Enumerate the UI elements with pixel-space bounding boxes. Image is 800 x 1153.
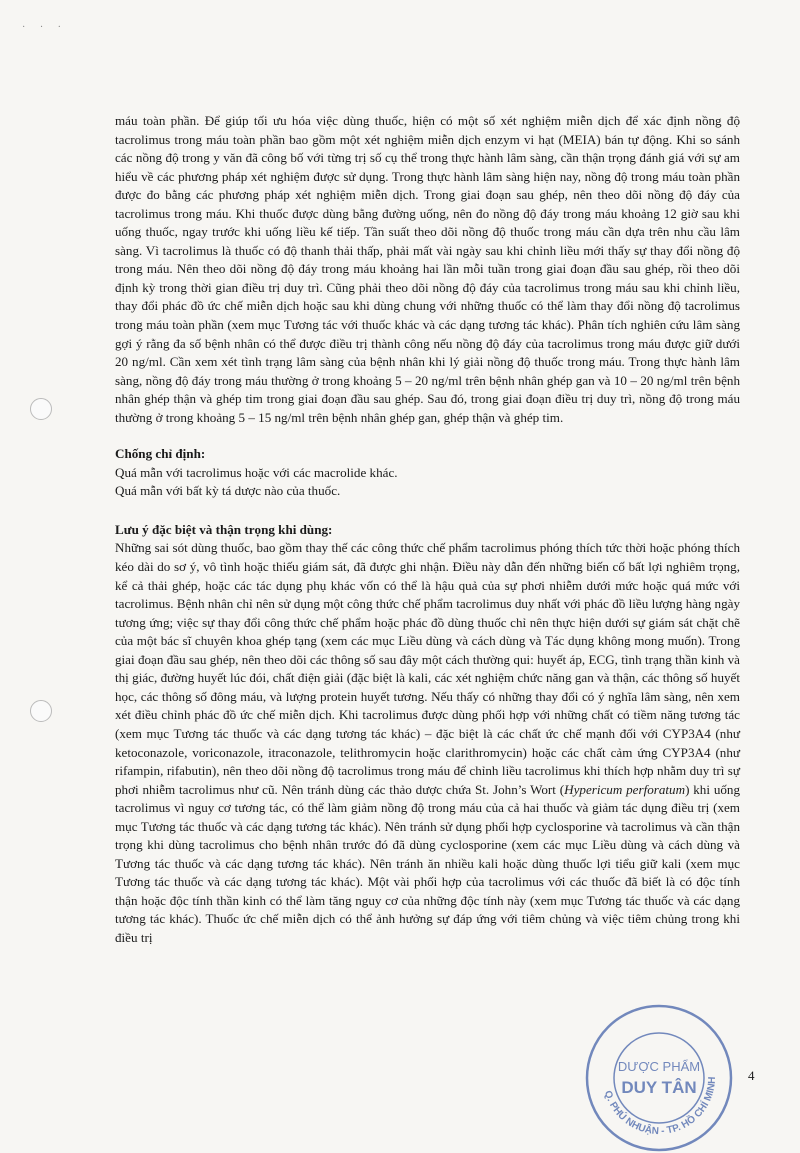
precautions-text: Những sai sót dùng thuốc, bao gồm thay thế các công thức chế phẩm tacrolimus phóng thích tức thời hoặc phóng thích kéo dài do sơ ý, vô tình hoặc thiếu giám sát, đã được ghi nhận. Điều này dẫn đến những biến cố bất lợi nghiêm trọng, kể cả thải ghép, hoặc các tác dụng phụ khác vốn có thể là hậu quả của sự phơi nhiễm dưới mức hoặc quá mức với tacrolimus. Bệnh nhân chỉ nên sử dụng một công thức chế phẩm tacrolimus duy nhất với phác đồ liều lượng hàng ngày tương ứng; việc sự thay đổi công thức chế phẩm hoặc phác đồ dùng thuốc chỉ nên thực hiện dưới sự giám sát chặt chẽ của một bác sĩ chuyên khoa ghép tạng (xem các mục Liều dùng và cách dùng và Tác dụng không mong muốn). Trong giai đoạn đầu sau ghép, nên theo dõi các thông số sau đây một cách thường qui: huyết áp, ECG, tình trạng thần kinh và thị giác, đường huyết lúc đói, chất điện giải (đặc biệt là kali, các xét nghiệm chức năng gan và thận, các thông số huyết học, các thông số đông máu, và lượng protein huyết tương. Nếu thấy có những thay đổi có ý nghĩa lâm sàng, nên xem xét điều chỉnh phác đồ ức chế miễn dịch. Khi tacrolimus được dùng phối hợp với những chất có tiềm năng tương tác (xem mục Tương tác thuốc và các dạng tương tác khác) – đặc biệt là các chất ức chế mạnh đối với CYP3A4 (như ketoconazole, voriconazole, itraconazole, telithromycin hoặc clarithromycin) hoặc các chất cảm ứng CYP3A4 (như rifampin, rifabutin), nên theo dõi nồng độ tacrolimus trong máu để chỉnh liều tacrolimus khi thích hợp nhằm duy trì sự phơi nhiễm tacrolimus như cũ. Nên tránh dùng các thảo dược chứa St. John’s Wort ( [115, 540, 740, 797]
contraindications-heading: Chống chỉ định: [115, 446, 206, 462]
contraindication-item: Quá mẫn với bất kỳ tá dược nào của thuốc. [115, 483, 341, 499]
stamp-line-2: DUY TÂN [621, 1078, 697, 1097]
stamp-line-1: DƯỢC PHẨM [617, 1059, 701, 1074]
company-stamp [584, 1003, 734, 1153]
precautions-italic-term: Hypericum perforatum [564, 781, 686, 797]
scan-marks: · · · [22, 22, 67, 33]
contraindication-item: Quá mẫn với tacrolimus hoặc với các macrolide khác. [115, 464, 398, 480]
precautions-heading: Lưu ý đặc biệt và thận trọng khi dùng: [115, 521, 333, 537]
document-body [115, 112, 740, 948]
precautions-paragraph [115, 539, 740, 947]
punch-hole [30, 700, 52, 722]
page-number: 4 [748, 1068, 755, 1083]
punch-hole [30, 398, 52, 420]
precautions-text-continued: ) khi uống tacrolimus vì nguy cơ tương tác, có thể làm giảm nồng độ trong máu của cả hai thuốc và giảm tác dụng điều trị (xem mục Tương tác thuốc và các dạng tương tác khác). Nên tránh sử dụng phối hợp cyclosporine và tacrolimus và cần thận trọng khi dùng tacrolimus cho bệnh nhân trước đó đã dùng cyclosporine (xem các mục Liều dùng và cách dùng và Tương tác thuốc và các dạng tương tác khác). Nên tránh ăn nhiều kali hoặc dùng thuốc lợi tiểu giữ kali (xem mục Tương tác thuốc và các dạng tương tác khác). Một vài phối hợp của tacrolimus với các thuốc đã biết là có độc tính thận hoặc độc tính thần kinh có thể làm tăng nguy cơ của những độc tính này (xem mục Tương tác thuốc và các dạng tương tác khác). Thuốc ức chế miễn dịch có thể ảnh hưởng sự đáp ứng với tiêm chủng và việc tiêm chủng trong khi điều trị [115, 781, 741, 945]
stamp-ring-text: Q. PHÚ NHUẬN - TP. HỒ CHÍ MINH [601, 1076, 719, 1138]
intro-paragraph: máu toàn phần. Để giúp tối ưu hóa việc dùng thuốc, hiện có một số xét nghiệm miễn dịch để xác định nồng độ tacrolimus trong máu toàn phần bao gồm một xét nghiệm miễn dịch enzym vi hạt (MEIA) bán tự động. Khi so sánh các nồng độ trong y văn đã công bố với từng trị số cụ thể trong thực hành lâm sàng, cần thận trọng đánh giá với sự am hiểu về các phương pháp xét nghiệm được sử dụng. Trong thực hành lâm sàng hiện nay, nồng độ trong máu toàn phần được đo bằng các phương pháp xét nghiệm miễn dịch. Trong giai đoạn sau ghép, nên theo dõi nồng độ đáy của tacrolimus trong máu. Khi thuốc được dùng bằng đường uống, nên đo nồng độ đáy trong máu khoảng 12 giờ sau khi uống thuốc, ngay trước khi uống liều kế tiếp. Tần suất theo dõi nồng độ thuốc trong máu cần dựa trên nhu cầu lâm sàng. Vì tacrolimus là thuốc có độ thanh thải thấp, phải mất vài ngày sau khi chỉnh liều mới thấy sự thay đổi nồng độ trong máu. Nên theo dõi nồng độ đáy trong máu khoảng hai lần mỗi tuần trong giai đoạn đầu sau ghép, rồi theo dõi định kỳ trong thời gian điều trị duy trì. Cũng phải theo dõi nồng độ đáy của tacrolimus trong máu sau khi chỉnh liều, thay đổi phác đồ ức chế miễn dịch hoặc sau khi dùng chung với những thuốc có thể làm thay đổi nồng độ tacrolimus trong máu toàn phần (xem mục Tương tác với thuốc khác và các dạng tương tác khác). Phân tích nghiên cứu lâm sàng gợi ý rằng đa số bệnh nhân có thể được điều trị thành công nếu nồng độ đáy của tacrolimus trong máu được giữ dưới 20 ng/ml. Cần xem xét tình trạng lâm sàng của bệnh nhân khi lý giải nồng độ thuốc trong máu. Trong thực hành lâm sàng, nồng độ đáy trong máu thường ở trong khoảng 5 – 20 ng/ml trên bệnh nhân ghép gan và 10 – 20 ng/ml trên bệnh nhân ghép thận và ghép tim trong giai đoạn đầu sau ghép. Sau đó, trong giai đoạn điều trị duy trì, nồng độ trong máu thường ở trong khoảng 5 – 15 ng/ml trên bệnh nhân ghép gan, ghép thận và ghép tim. [115, 113, 740, 425]
